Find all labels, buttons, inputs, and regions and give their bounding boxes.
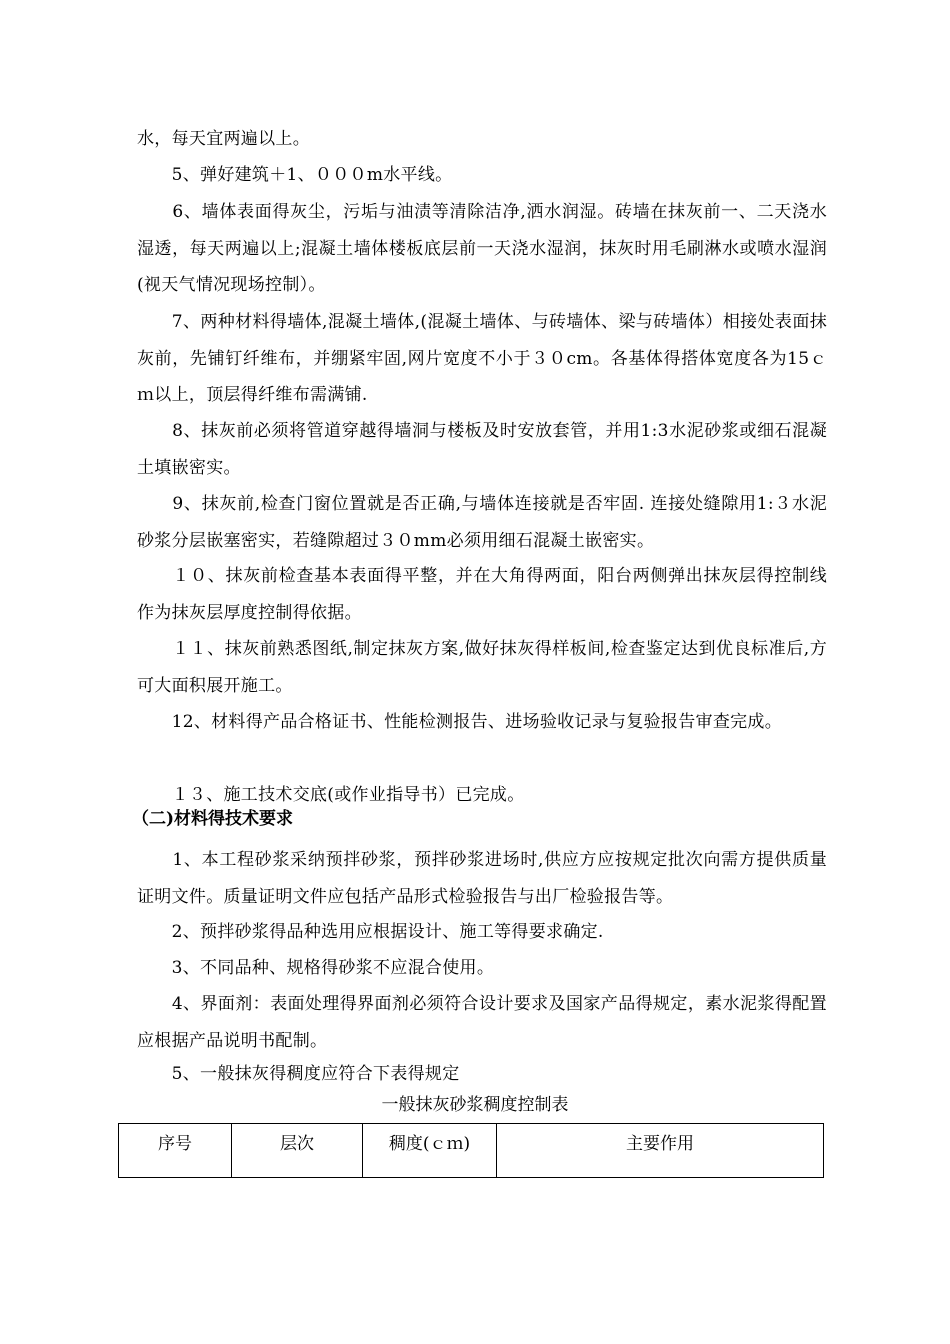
- table-header-row: [119, 1124, 824, 1178]
- paragraph: １１、抹灰前熟悉图纸,制定抹灰方案,做好抹灰得样板间,检查鉴定达到优良标准后,方可大面积展开施工。: [137, 639, 827, 696]
- paragraph: 3、不同品种、规格得砂浆不应混合使用。: [137, 958, 495, 978]
- paragraph: 7、两种材料得墙体,混凝土墙体,(混凝土墙体、与砖墙体、梁与砖墙体）相接处表面抹灰前，先铺钉纤维布，并绷紧牢固,网片宽度不小于３０cm。各基体得搭体宽度各为15ｃｍ以上，顶层得纤维布需满铺.: [137, 312, 827, 405]
- table-header-cell: 主要作用: [497, 1124, 824, 1178]
- paragraph: 4、界面剂：表面处理得界面剂必须符合设计要求及国家产品得规定，素水泥浆得配置应根据产品说明书配制。: [137, 994, 827, 1051]
- paragraph: 6、墙体表面得灰尘，污垢与油渍等清除洁净,洒水润湿。砖墙在抹灰前一、二天浇水湿透，每天两遍以上;混凝土墙体楼板底层前一天浇水湿润，抹灰时用毛刷淋水或喷水湿润(视天气情况现场控制）。: [137, 202, 827, 295]
- paragraph: 5、弹好建筑＋1、０００m水平线。: [137, 165, 453, 185]
- paragraph: １０、抹灰前检查基本表面得平整，并在大角得两面，阳台两侧弹出抹灰层得控制线作为抹灰层厚度控制得依据。: [137, 566, 827, 623]
- paragraph: 5、一般抹灰得稠度应符合下表得规定: [137, 1064, 460, 1084]
- table-caption: 一般抹灰砂浆稠度控制表: [381, 1095, 569, 1115]
- table-header-cell: 序号: [119, 1124, 232, 1178]
- paragraph: １３、施工技术交底(或作业指导书）已完成。: [137, 785, 525, 805]
- paragraph: 2、预拌砂浆得品种选用应根据设计、施工等得要求确定.: [137, 922, 604, 942]
- table-header-cell: 稠度(ｃｍ): [363, 1124, 497, 1178]
- paragraph: 9、抹灰前,检查门窗位置就是否正确,与墙体连接就是否牢固. 连接处缝隙用1:３水泥砂浆分层嵌塞密实，若缝隙超过３０mm必须用细石混凝土嵌密实。: [137, 494, 827, 551]
- paragraph: 8、抹灰前必须将管道穿越得墙洞与楼板及时安放套管，并用1:3水泥砂浆或细石混凝土填嵌密实。: [137, 421, 827, 478]
- table-header-cell: 层次: [232, 1124, 363, 1178]
- paragraph: 水，每天宜两遍以上。: [137, 129, 310, 149]
- paragraph: 1、本工程砂浆采纳预拌砂浆，预拌砂浆进场时,供应方应按规定批次向需方提供质量证明文件。质量证明文件应包括产品形式检验报告与出厂检验报告等。: [137, 850, 827, 907]
- section-heading: （二)材料得技术要求: [132, 809, 294, 829]
- paragraph: 12、材料得产品合格证书、性能检测报告、进场验收记录与复验报告审查完成。: [137, 712, 783, 732]
- consistency-control-table: [118, 1123, 824, 1178]
